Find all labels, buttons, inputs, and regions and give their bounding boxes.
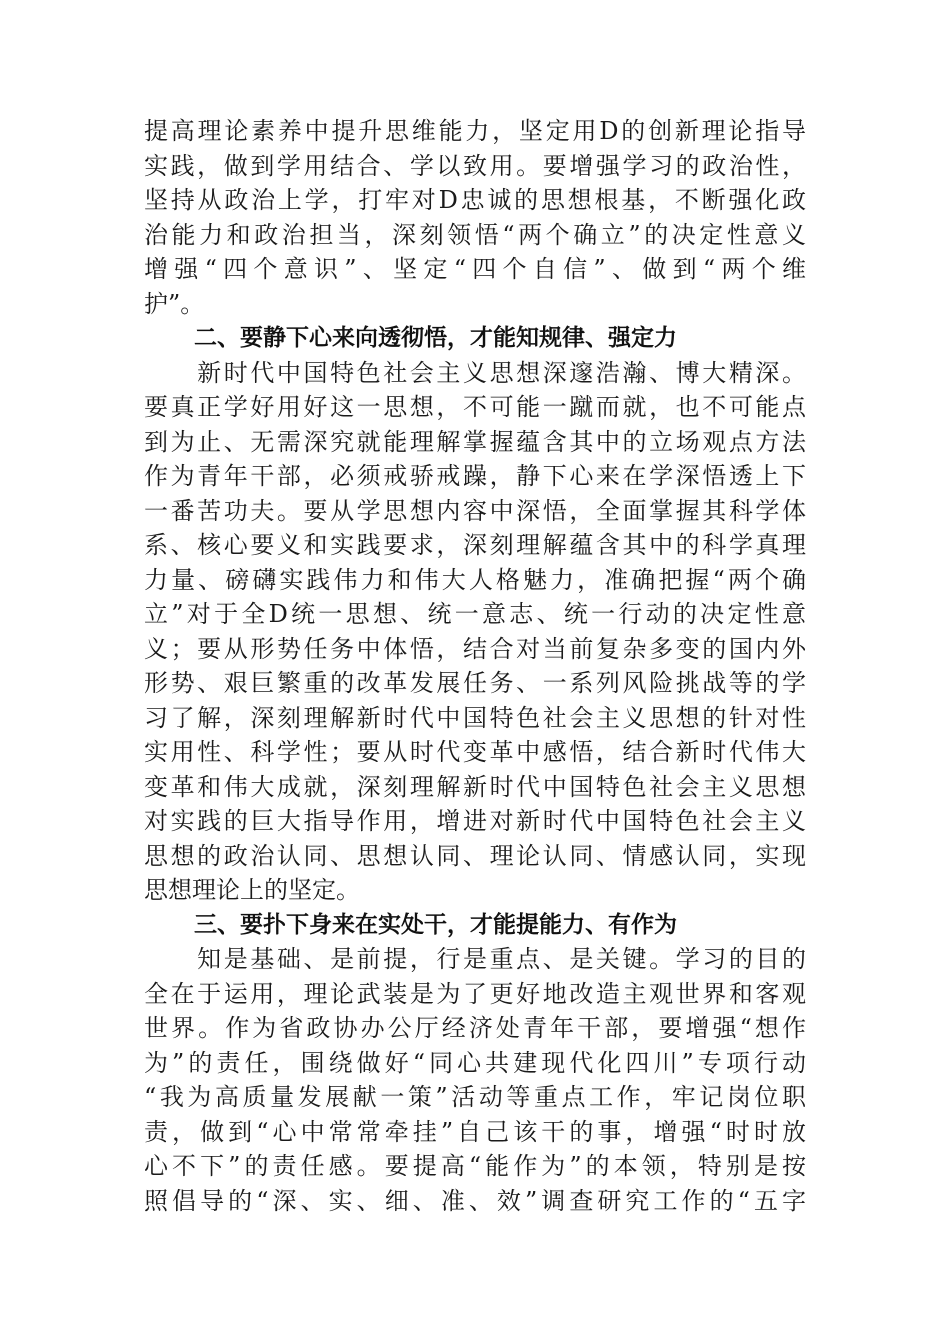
document-page [144,114,806,1218]
text-line: 知是基础、是前提，行是重点、是关键。学习的目的 [144,945,806,973]
paragraph-1 [144,114,806,321]
text-line: 新时代中国特色社会主义思想深邃浩瀚、博大精深。 [144,358,806,387]
section-heading-3: 三、要扑下身来在实处干，才能提能力、有作为 [194,911,677,938]
text-line: 思想的政治认同、思想认同、理论认同、情感认同，实现 [144,841,806,870]
paragraph-2 [144,356,806,908]
text-line: “我为高质量发展献一策”活动等重点工作，牢记岗位职 [144,1083,806,1111]
text-line: 心不下”的责任感。要提高“能作为”的本领，特别是按 [144,1152,806,1180]
text-line: 习了解，深刻理解新时代中国特色社会主义思想的针对性 [144,703,806,732]
text-line: 责，做到“心中常常牵挂”自己该干的事，增强“时时放 [144,1117,806,1146]
text-line: 照倡导的“深、实、细、准、效”调查研究工作的“五字 [144,1186,806,1215]
text-line: 治能力和政治担当，深刻领悟“两个确立”的决定性意义 [144,220,806,249]
text-line: 全在于运用，理论武装是为了更好地改造主观世界和客观 [144,979,806,1008]
text-line: 力量、磅礴实践伟力和伟大人格魅力，准确把握“两个确 [144,565,806,594]
paragraph-3 [144,942,806,1218]
text-line: 提高理论素养中提升思维能力，坚定用D的创新理论指导 [144,117,806,145]
text-line: 作为青年干部，必须戒骄戒躁，静下心来在学深悟透上下 [144,462,806,490]
text-line: 到为止、无需深究就能理解掌握蕴含其中的立场观点方法 [144,427,806,456]
text-line: 坚持从政治上学，打牢对D忠诚的思想根基，不断强化政 [144,186,806,214]
text-line: 义；要从形势任务中体悟，结合对当前复杂多变的国内外 [144,634,806,663]
text-line: 对实践的巨大指导作用，增进对新时代中国特色社会主义 [144,807,806,835]
text-line: 实用性、科学性；要从时代变革中感悟，结合新时代伟大 [144,738,806,766]
text-line: 护”。 [144,289,205,318]
text-line: 增强“四个意识”、坚定“四个自信”、做到“两个维 [144,255,806,283]
text-line: 实践，做到学用结合、学以致用。要增强学习的政治性， [144,151,806,180]
text-line: 一番苦功夫。要从学思想内容中深悟，全面掌握其科学体 [144,496,806,525]
text-line: 立”对于全D统一思想、统一意志、统一行动的决定性意 [144,600,806,628]
text-line: 世界。作为省政协办公厅经济处青年干部，要增强“想作 [144,1014,806,1042]
text-line: 形势、艰巨繁重的改革发展任务、一系列风险挑战等的学 [144,669,806,697]
text-line: 系、核心要义和实践要求，深刻理解蕴含其中的科学真理 [144,531,806,559]
text-line: 要真正学好用好这一思想，不可能一蹴而就，也不可能点 [144,393,806,421]
section-heading-2: 二、要静下心来向透彻悟，才能知规律、强定力 [194,325,677,351]
text-line: 为”的责任，围绕做好“同心共建现代化四川”专项行动 [144,1048,806,1077]
text-line: 思想理论上的坚定。 [144,876,360,904]
text-line: 变革和伟大成就，深刻理解新时代中国特色社会主义思想 [144,772,806,801]
